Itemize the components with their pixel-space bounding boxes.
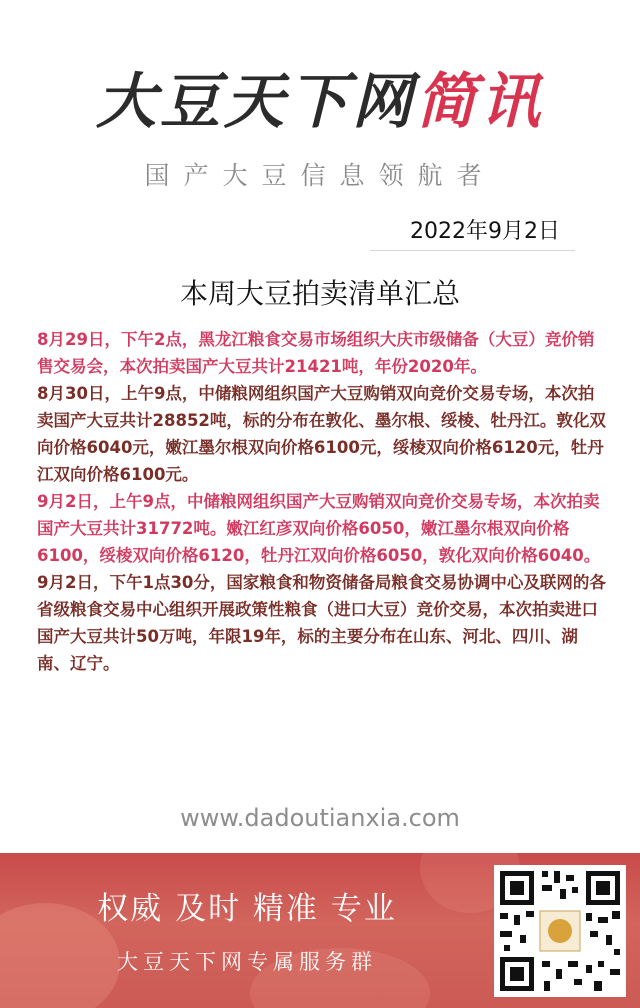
service-group-label: 大豆天下网专属服务群 [117,950,377,974]
footer-banner [0,853,640,1008]
website-link[interactable]: www.dadoutianxia.com [180,804,460,832]
auction-paragraph-3: 9月2日，上午9点，中储粮网组织国产大豆购销双向竞价交易专场，本次拍卖国产大豆共计31772吨。嫩江红彦双向价格6050，嫩江墨尔根双向价格6100，绥棱双向价格6120，牡丹江双向价格6050，敦化双向价格6040。 [37,492,601,565]
brand-slogan: 国产大豆信息领航者 [144,161,496,190]
footer-tagline: 权威 及时 精准 专业 [97,891,397,927]
brand-logo [0,62,640,142]
publish-date: 2022年9月2日 [410,219,560,244]
article-body [37,326,609,677]
qr-code-graphic [494,865,626,997]
date-divider [370,250,575,251]
auction-paragraph-1: 8月29日，下午2点，黑龙江粮食交易市场组织大庆市级储备（大豆）竞价销售交易会，本次拍卖国产大豆共计21421吨，年份2020年。 [37,330,595,376]
brand-logo-accent: 简讯 [416,67,544,137]
auction-paragraph-2: 8月30日，上午9点，中储粮网组织国产大豆购销双向竞价交易专场，本次拍卖国产大豆共计28852吨，标的分布在敦化、墨尔根、绥棱、牡丹江。敦化双向价格6040元，嫩江墨尔根双向价格6100元，绥棱双向价格6120元，牡丹江双向价格6100元。 [37,384,606,484]
page-title: 本周大豆拍卖清单汇总 [179,277,460,310]
brand-logo-main: 大豆天下网 [96,67,416,137]
auction-paragraph-4: 9月2日，下午1点30分，国家粮食和物资储备局粮食交易协调中心及联网的各省级粮食交易中心组织开展政策性粮食（进口大豆）竞价交易，本次拍卖进口国产大豆共计50万吨，年限19年，标的主要分布在山东、河北、四川、湖南、辽宁。 [37,573,606,673]
qr-code-icon[interactable] [494,865,626,997]
